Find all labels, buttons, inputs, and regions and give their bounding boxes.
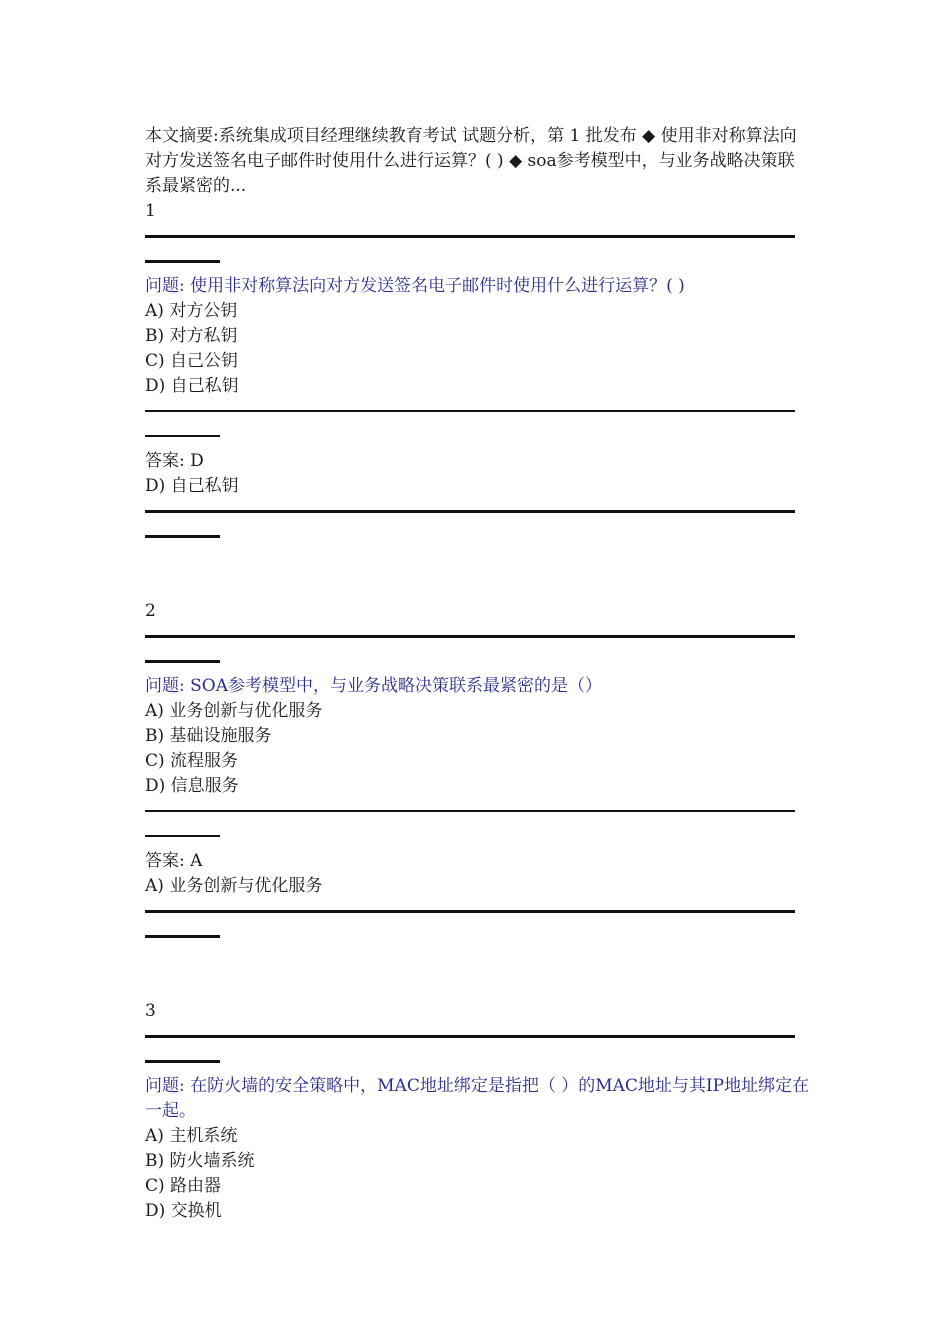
option-b: B) 防火墙系统: [145, 1151, 255, 1171]
option-a: A) 主机系统: [145, 1126, 238, 1146]
question-text: 问题: 在防火墙的安全策略中，MAC地址绑定是指把（ ）的MAC地址与其IP地址绑定在一起。: [145, 1076, 810, 1121]
separator: [145, 899, 810, 949]
answer-text: A) 业务创新与优化服务: [145, 876, 323, 896]
option-b: B) 对方私钥: [145, 326, 238, 346]
option-a: A) 业务创新与优化服务: [145, 701, 323, 721]
option-d: D) 自己私钥: [145, 376, 239, 396]
option-c: C) 路由器: [145, 1176, 222, 1196]
separator: [145, 224, 810, 274]
option-d: D) 信息服务: [145, 776, 239, 796]
question-number: 1: [145, 201, 156, 221]
option-d: D) 交换机: [145, 1201, 222, 1221]
separator: [145, 624, 810, 674]
question-number: 2: [145, 601, 156, 621]
separator: [145, 1024, 810, 1074]
question-text: 问题: SOA参考模型中，与业务战略决策联系最紧密的是（）: [145, 676, 602, 696]
question-text: 问题: 使用非对称算法向对方发送签名电子邮件时使用什么进行运算？( ): [145, 276, 685, 296]
question-block-1: [145, 199, 810, 549]
separator: [145, 499, 810, 549]
option-c: C) 流程服务: [145, 751, 239, 771]
answer-label: 答案: A: [145, 851, 203, 871]
option-a: A) 对方公钥: [145, 301, 238, 321]
question-number: 3: [145, 1001, 156, 1021]
separator: [145, 399, 810, 449]
answer-text: D) 自己私钥: [145, 476, 239, 496]
separator: [145, 799, 810, 849]
option-b: B) 基础设施服务: [145, 726, 272, 746]
document-page: [145, 124, 810, 1224]
option-c: C) 自己公钥: [145, 351, 239, 371]
summary-text: 本文摘要:系统集成项目经理继续教育考试 试题分析，第 1 批发布 ◆ 使用非对称算法向对方发送签名电子邮件时使用什么进行运算？( ) ◆ soa参考模型中，与业务战略决策联系最紧密的...: [145, 126, 797, 196]
question-block-2: [145, 599, 810, 949]
answer-label: 答案: D: [145, 451, 204, 471]
question-block-3: [145, 999, 810, 1224]
